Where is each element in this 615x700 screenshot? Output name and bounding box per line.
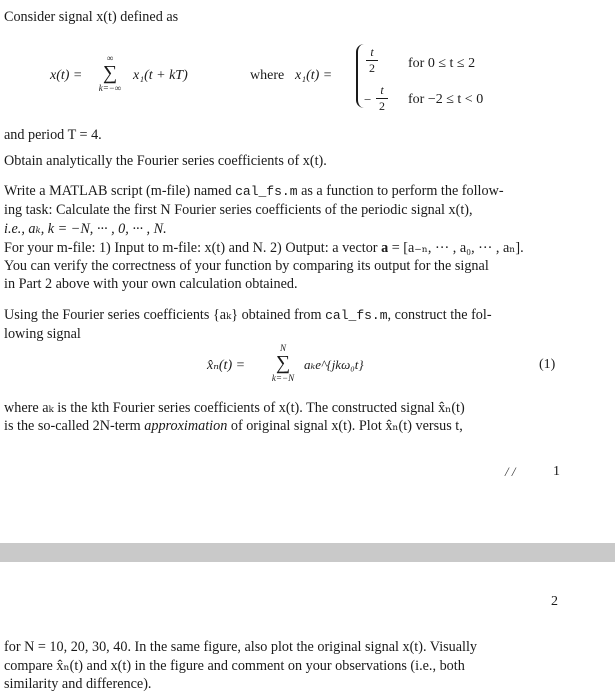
part3b-l2a: is the so-called 2N-term [4,418,145,434]
part3b-line2 [4,418,609,435]
page2-line3: similarity and difference). [4,676,152,692]
case1-den: 2 [369,61,375,75]
case2-num: t [380,83,384,97]
part3-l1b: , construct the fol- [387,307,492,323]
part2-line5: You can verify the correctness of your function by comparing its output for the signal [4,258,489,274]
sigma-symbol: ∑ [102,62,118,84]
part3-l1a: Using the Fourier series coefficients {aₖ} obtained from [4,307,326,323]
case1-condition: for 0 ≤ t ≤ 2 [408,56,476,71]
page-number-1: 1 [553,464,560,479]
page2-line1: for N = 10, 20, 30, 40. In the same figure, also plot the original signal x(t). Visually [4,639,478,655]
vector-a: a [381,240,389,256]
part2-l4a: For your m-file: 1) Input to m-file: x(t) and N. 2) Output: a vector [4,240,382,256]
eq2-sum-upper: N [279,343,286,353]
eq2-number: (1) [539,357,556,372]
eq1-sum-upper: ∞ [106,53,114,63]
part2-l1a: Write a MATLAB script (m-file) named [4,183,236,199]
eq1-sum-term: x₁(t + kT) [133,68,188,83]
case2-condition: for −2 ≤ t < 0 [408,92,484,107]
eq2-summation [266,343,300,383]
case2-sign: − [364,92,372,107]
sigma-symbol-2: ∑ [275,352,291,374]
part2-line2: ing task: Calculate the first N Fourier series coefficients of the periodic signal x(t), [4,202,473,218]
case1-fraction [366,46,378,75]
part2-l1b: as a function to perform the follow- [297,183,504,199]
eq2-lhs: x̂ₙ(t) = [207,358,246,373]
period-text: and period T = 4. [4,127,102,143]
eq1-lhs: x(t) = [50,68,83,83]
approximation-word: approximation [144,418,228,434]
eq2-sum-lower: k=−N [271,373,295,383]
eq2-term: aₖe^{jkω₀t} [304,357,364,372]
part2-line3: i.e., aₖ, k = −N, ··· , 0, ··· , N. [4,221,167,237]
page-2 [0,562,615,700]
handwritten-marks: / / [505,464,516,479]
part3-line2: lowing signal [4,326,81,342]
part2-line6: in Part 2 above with your own calculation obtained. [4,276,298,292]
page-number-2: 2 [551,594,558,609]
eq1-x1-lhs: x₁(t) = [295,68,333,83]
part3-line1 [4,307,609,324]
filename-code-2: cal_fs.m [325,308,388,323]
eq1-summation [95,53,125,93]
part2-line1 [4,183,609,200]
filename-code: cal_fs.m [235,184,298,199]
part2-line4 [4,240,609,257]
part3b-line1: where aₖ is the kth Fourier series coefficients of x(t). The constructed signal x̂ₙ(t) [4,400,465,416]
eq1-where: where [250,68,285,83]
eq1-sum-lower: k=−∞ [98,83,122,93]
part1-text: Obtain analytically the Fourier series coefficients of x(t). [4,153,327,169]
page-separator [0,543,615,562]
intro-text: Consider signal x(t) defined as [4,9,179,25]
case1-num: t [370,45,374,59]
case2-den: 2 [379,99,385,113]
case2-fraction [376,84,388,113]
part2-l4c: = [a₋ₙ, ··· , a₀, ··· , aₙ]. [388,240,524,256]
part3b-l2c: of original signal x(t). Plot x̂ₙ(t) versus t, [227,418,463,434]
page2-line2: compare x̂ₙ(t) and x(t) in the figure and comment on your observations (i.e., both [4,658,465,674]
